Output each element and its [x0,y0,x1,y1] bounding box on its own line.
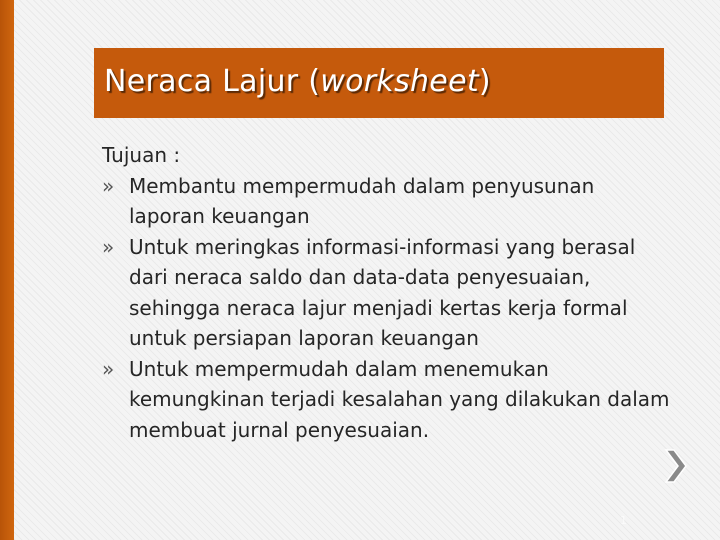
title-close: ) [478,64,491,99]
left-accent-bar [0,0,14,540]
title-italic: worksheet [320,64,479,99]
bullet-marker: » [102,173,115,198]
title-banner [94,48,664,118]
slide-body [102,140,672,445]
slide-title [104,64,491,99]
bullet-item [102,171,672,232]
bullet-text: Untuk mempermudah dalam menemukan kemungkinan terjadi kesalahan yang dilakukan dalam membuat jurnal penyesuaian. [129,356,670,442]
bullet-marker: » [102,356,115,381]
title-main: Neraca Lajur ( [104,64,321,99]
bullet-list [102,171,672,446]
bullet-marker: » [102,234,115,259]
page-number: 1 [620,514,627,527]
chevron-right-icon[interactable] [664,446,688,486]
bullet-item [102,232,672,354]
bullet-item [102,354,672,446]
bullet-text: Membantu mempermudah dalam penyusunan laporan keuangan [129,173,595,228]
bullet-text: Untuk meringkas informasi-informasi yang berasal dari neraca saldo dan data-data penyesuaian, sehingga neraca lajur menjadi kertas kerja formal untuk persiapan laporan keuangan [129,234,636,350]
intro-label: Tujuan : [102,143,181,167]
